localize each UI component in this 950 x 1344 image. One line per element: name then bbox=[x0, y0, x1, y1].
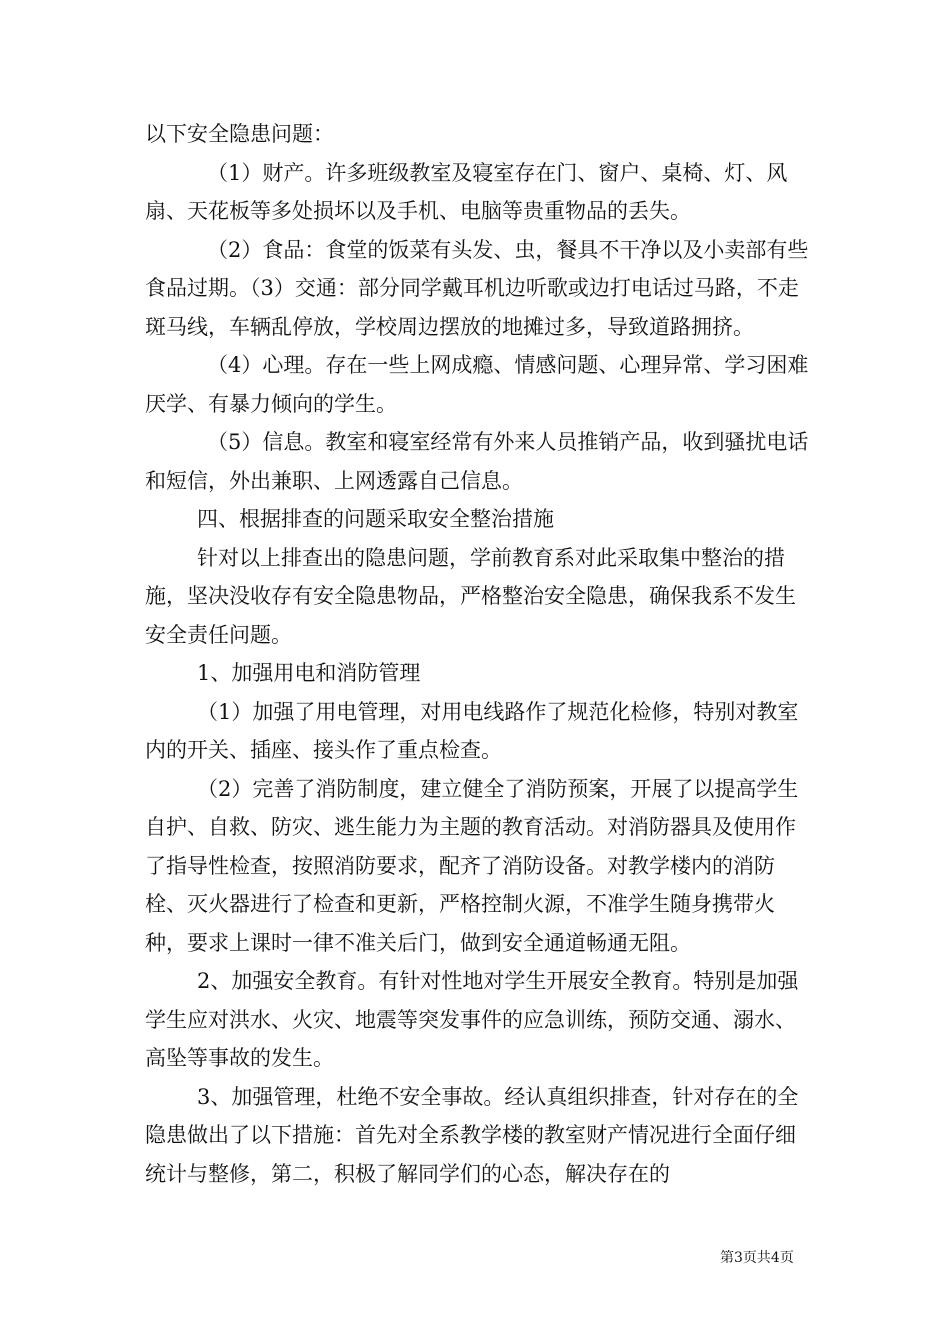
section-heading-measures: 四、根据排查的问题采取安全整治措施 bbox=[197, 507, 554, 531]
paragraph-property: （1）财产。许多班级教室及寝室存在门、窗户、桌椅、灯、风扇、天花板等多处损坏以及手机、电脑等贵重物品的丢失。 bbox=[145, 160, 788, 223]
paragraph-fire-management: （2）完善了消防制度，建立健全了消防预案，开展了以提高学生自护、自救、防灾、逃生能力为主题的教育活动。对消防器具及使用作了指导性检查，按照消防要求，配齐了消防设备。对教学楼内的消防栓、灭火器进行了检查和更新，严格控制火源，不准学生随身携带火种，要求上课时一律不准关后门，做到安全通道畅通无阻。 bbox=[145, 776, 799, 955]
page-number: 第3页共4页 bbox=[720, 1250, 794, 1266]
paragraph-electric-management: （1）加强了用电管理，对用电线路作了规范化检修，特别对教室内的开关、插座、接头作了重点检查。 bbox=[145, 699, 799, 762]
paragraph-information: （5）信息。教室和寝室经常有外来人员推销产品，收到骚扰电话和短信，外出兼职、上网透露自己信息。 bbox=[145, 430, 809, 493]
paragraph-intro: 以下安全隐患问题： bbox=[145, 122, 334, 146]
document-body bbox=[145, 115, 815, 1193]
paragraph-measures-overview: 针对以上排查出的隐患问题，学前教育系对此采取集中整治的措施，坚决没收存有安全隐患物品，严格整治安全隐患，确保我系不发生安全责任问题。 bbox=[145, 545, 796, 647]
paragraph-safety-education: 2、加强安全教育。有针对性地对学生开展安全教育。特别是加强学生应对洪水、火灾、地震等突发事件的应急训练，预防交通、溺水、高坠等事故的发生。 bbox=[145, 969, 799, 1070]
subheading-electric-fire: 1、加强用电和消防管理 bbox=[197, 661, 421, 685]
paragraph-management: 3、加强管理，杜绝不安全事故。经认真组织排查，针对存在的全隐患做出了以下措施：首先对全系教学楼的教室财产情况进行全面仔细统计与整修，第二，积极了解同学们的心态，解决存在的 bbox=[145, 1084, 799, 1186]
paragraph-psychology: （4）心理。存在一些上网成瘾、情感问题、心理异常、学习困难厌学、有暴力倾向的学生。 bbox=[145, 353, 809, 416]
paragraph-food-traffic: （2）食品：食堂的饭菜有头发、虫，餐具不干净以及小卖部有些食品过期。（3）交通：部分同学戴耳机边听歌或边打电话过马路，不走斑马线，车辆乱停放，学校周边摆放的地摊过多，导致道路拥挤。 bbox=[145, 237, 809, 339]
